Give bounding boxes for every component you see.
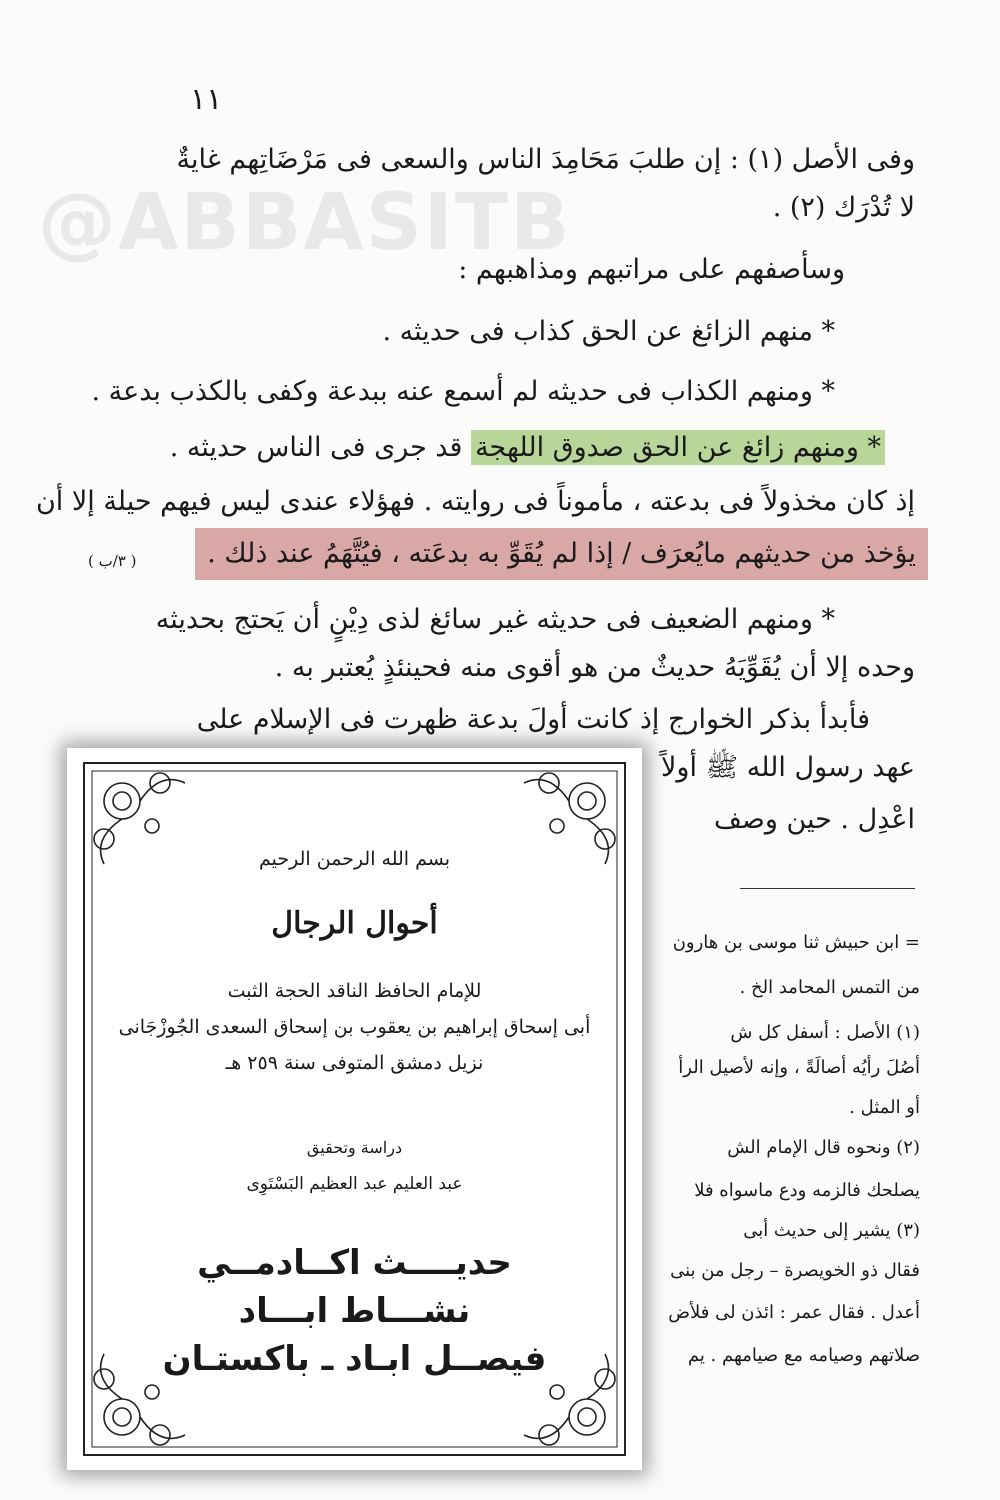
- cover-author-death: نزيل دمشق المتوفى سنة ٢٥٩ هـ: [225, 1052, 484, 1074]
- footnote-line: من التمس المحامد الخ .: [739, 977, 920, 998]
- cover-editor: عبد العليم عبد العظيم البَسْتَوِى: [246, 1174, 463, 1194]
- highlighted-line: [170, 428, 885, 468]
- footnote-line: = ابن حبيش ثنا موسى بن هارون: [672, 932, 920, 953]
- margin-note: ( ٣/ب ): [88, 552, 137, 570]
- body-line-rest: قد جرى فى الناس حديثه .: [169, 432, 463, 463]
- body-line: * منهم الزائغ عن الحق كذاب فى حديثه .: [382, 316, 835, 347]
- body-line: * ومنهم الكذاب فى حديثه لم أسمع عنه ببدعة وكفى بالكذب بدعة .: [91, 376, 835, 407]
- body-line: عهد رسول الله ﷺ أولاً: [661, 752, 915, 783]
- footnote-rule: [740, 888, 915, 889]
- cover-publisher-line: نشـــاط ابـــاد: [238, 1291, 471, 1331]
- cover-title: أحوال الرجال: [271, 906, 438, 941]
- page-number: ١١: [190, 82, 223, 117]
- cover-study-label: دراسة وتحقيق: [306, 1138, 403, 1157]
- footnote-line: أصُلَ رأيُه أصالَةً ، وإنه لأصيل الرأ: [678, 1057, 920, 1078]
- body-line: فأبدأ بذكر الخوارج إذ كانت أولَ بدعة ظهرت فى الإسلام على: [196, 704, 870, 735]
- cover-page-overlay: [67, 748, 642, 1470]
- body-line: اعْدِل . حين وصف: [713, 804, 915, 835]
- cover-author-name: أبى إسحاق إبراهيم بن يعقوب بن إسحاق السعدى الجُوزْجَانى: [118, 1016, 591, 1038]
- body-line: إذ كان مخذولاً فى بدعته ، مأموناً فى روايته . فهؤلاء عندى ليس فيهم حيلة إلا أن: [35, 486, 915, 517]
- footnotes: [640, 925, 930, 1405]
- cover-publisher-line: فيصــل ابـاد ـ باكستـان: [162, 1339, 547, 1379]
- body-line: وحده إلا أن يُقَوِّيَهُ حديثٌ من هو أقوى منه فحينئذٍ يُعتبر به .: [274, 652, 915, 683]
- footnote-line: (١) الأصل : أسفل كل ش: [730, 1022, 920, 1043]
- footnote-line: (٣) يشير إلى حديث أبى: [743, 1220, 920, 1241]
- footnote-line: أعدل . فقال عمر : ائذن لى فلأض: [668, 1302, 920, 1323]
- cover-basmala: بسم الله الرحمن الرحيم: [259, 848, 450, 870]
- body-line: وسأصفهم على مراتبهم ومذاهبهم :: [458, 254, 845, 285]
- green-highlight: * ومنهم زائغ عن الحق صدوق اللهجة: [471, 430, 885, 465]
- cover-publisher-line: حديــــث اكــادمــي: [197, 1243, 512, 1283]
- body-line: * ومنهم الضعيف فى حديثه غير سائغ لذى دِيْنٍ أن يَحتج بحديثه: [155, 604, 835, 635]
- footnote-line: فقال ذو الخويصرة – رجل من بنى: [670, 1260, 920, 1281]
- cover-author-epithet: للإمام الحافظ الناقد الحجة الثبت: [227, 980, 482, 1002]
- footnote-line: صلاتهم وصيامه مع صيامهم . يم: [687, 1345, 920, 1366]
- footnote-line: يصلحك فالزمه ودع ماسواه فلا: [694, 1180, 920, 1201]
- footnote-line: أو المثل .: [849, 1097, 920, 1118]
- footnote-line: (٢) ونحوه قال الإمام الش: [727, 1137, 920, 1158]
- body-line: لا تُدْرَك (٢) .: [772, 192, 915, 223]
- body-line: وفى الأصل (١) : إن طلبَ مَحَامِدَ الناس والسعى فى مَرْضَاتِهم غايةٌ: [176, 144, 915, 175]
- watermark: @ABBASITB: [38, 178, 572, 268]
- pink-highlight: يؤخذ من حديثهم مايُعرَف / إذا لم يُقَوِّ به بدعَته ، فيُتَّهَمُ عند ذلك .: [195, 528, 928, 580]
